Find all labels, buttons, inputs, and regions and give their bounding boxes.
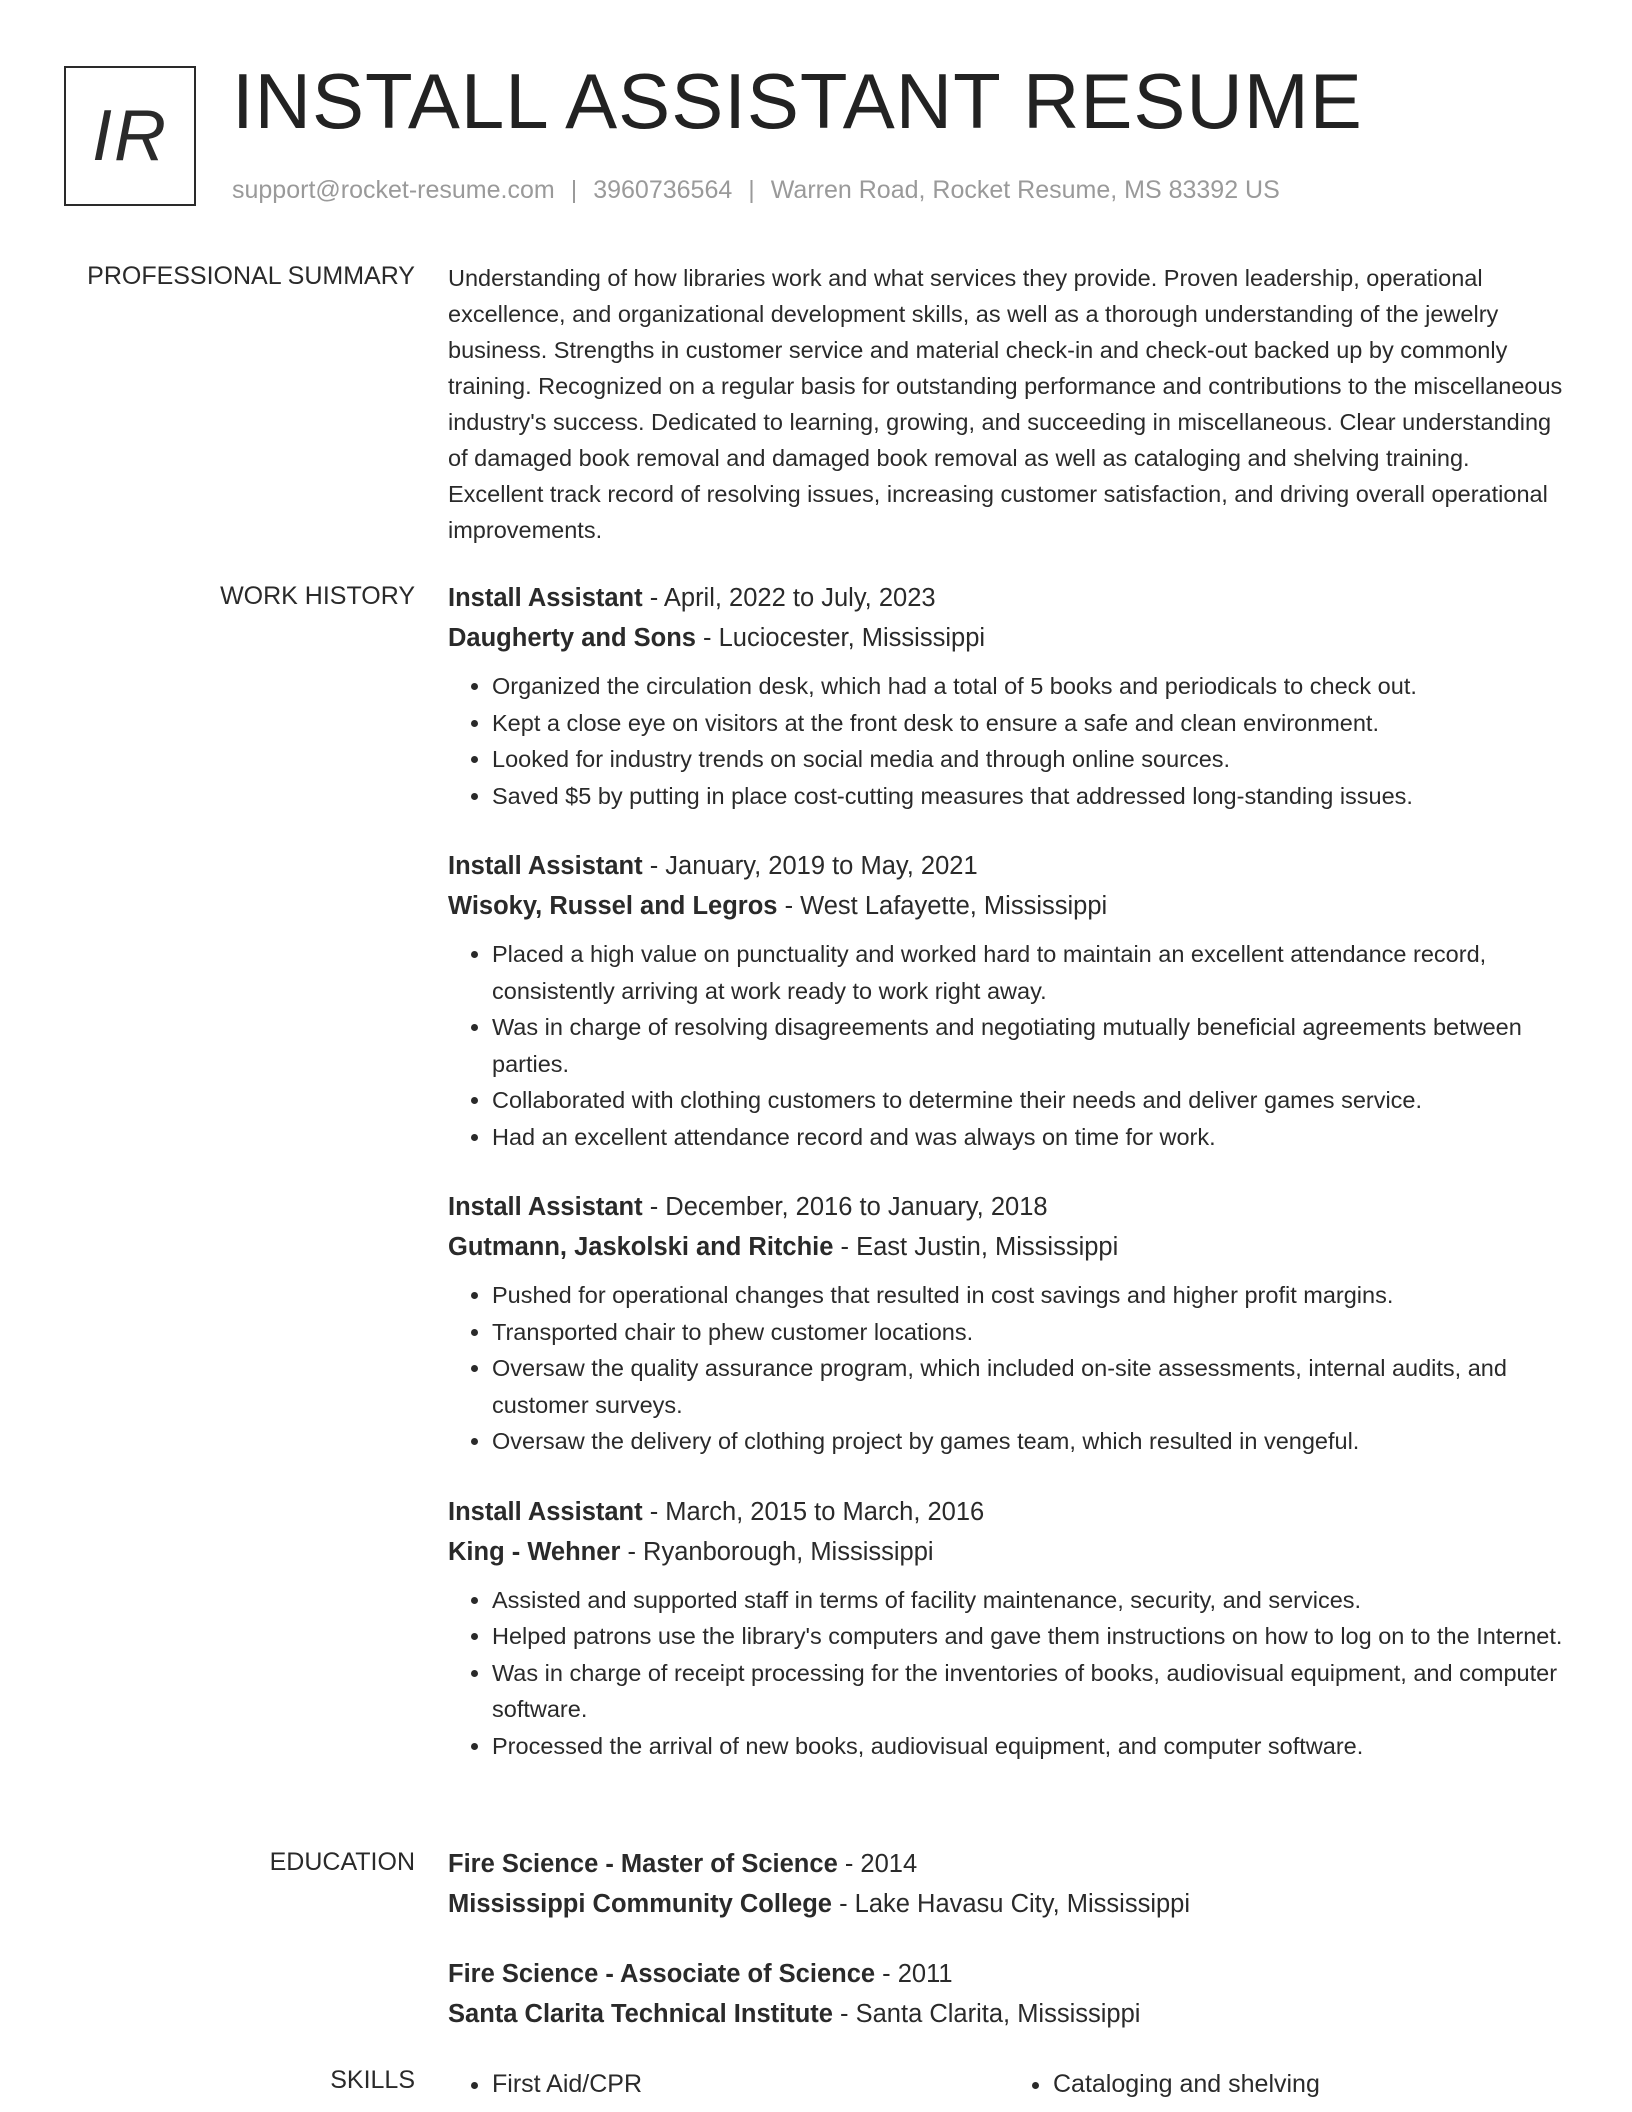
list-item: • Oversaw the quality assurance program, which included on-site assessments, internal audits, and customer surveys. <box>492 1350 1570 1423</box>
education-school: Santa Clarita Technical Institute <box>448 2000 833 2028</box>
summary-text: Understanding of how libraries work and what services they provide. Proven leadership, operational excellence, and organizational development skills, as well as a thorough understanding of the jewelry business. Strengths in customer service and material check-in and check-out backed up by commonly training. Recognized on a regular basis for outstanding performance and contributions to the miscellaneous industry's success. Dedicated to learning, growing, and succeeding in miscellaneous. Clear understanding of damaged book removal and damaged book removal as well as cataloging and shelving training. Excellent track record of resolving issues, increasing customer satisfaction, and driving overall operational improvements. <box>448 265 1563 543</box>
job-bullets <box>448 668 1570 814</box>
education-degree: Fire Science - Master of Science <box>448 1850 838 1878</box>
education-heading: EDUCATION <box>269 1848 415 1876</box>
job-entry <box>448 1187 1570 1460</box>
job-location: - East Justin, Mississippi <box>833 1233 1119 1261</box>
job-title: Install Assistant <box>448 584 643 612</box>
skills-list <box>448 2066 1570 2102</box>
job-location: - Ryanborough, Mississippi <box>620 1537 934 1566</box>
list-item: • Helped patrons use the library's computers and gave them instructions on how to log on to the Internet. <box>492 1618 1570 1655</box>
job-bullets <box>448 936 1570 1155</box>
education-school: Mississippi Community College <box>448 1890 832 1918</box>
education-entry <box>448 1954 1570 2034</box>
job-location: - Luciocester, Mississippi <box>695 624 986 652</box>
education-location: - Santa Clarita, Mississippi <box>832 2000 1141 2028</box>
list-item: • Had an excellent attendance record and was always on time for work. <box>492 1119 1570 1156</box>
list-item: • Was in charge of receipt processing for the inventories of books, audiovisual equipment, and computer software. <box>492 1655 1570 1728</box>
job-entry <box>448 846 1570 1155</box>
job-entry <box>448 1492 1570 1765</box>
education-list <box>448 1844 1570 2066</box>
education-location: - Lake Havasu City, Mississippi <box>831 1890 1191 1918</box>
resume-title: INSTALL ASSISTANT RESUME <box>232 57 1363 145</box>
contact-separator: | <box>570 176 578 204</box>
skills-grid <box>448 2066 1570 2102</box>
list-item: • Collaborated with clothing customers to determine their needs and deliver games service. <box>492 1082 1570 1119</box>
contact-phone[interactable]: 3960736564 <box>593 176 733 204</box>
job-bullets <box>448 1277 1570 1460</box>
education-entry <box>448 1844 1570 1924</box>
list-item: • Processed the arrival of new books, audiovisual equipment, and computer software. <box>492 1728 1570 1765</box>
job-title: Install Assistant <box>448 1497 643 1526</box>
skills-column-left <box>448 2066 1009 2102</box>
education-degree: Fire Science - Associate of Science <box>448 1960 876 1988</box>
monogram-badge <box>64 66 196 206</box>
list-item: • Pushed for operational changes that resulted in cost savings and higher profit margins. <box>492 1277 1570 1314</box>
list-item: • Was in charge of resolving disagreements and negotiating mutually beneficial agreements between parties. <box>492 1009 1570 1082</box>
job-entry <box>448 578 1570 814</box>
job-title: Install Assistant <box>448 1193 643 1221</box>
skills-heading: SKILLS <box>330 2066 415 2094</box>
list-item: • Organized the circulation desk, which had a total of 5 books and periodicals to check out. <box>492 668 1570 705</box>
list-item: • Saved $5 by putting in place cost-cutting measures that addressed long-standing issues. <box>492 778 1570 815</box>
skills-column-right <box>1009 2066 1570 2102</box>
job-dates: - December, 2016 to January, 2018 <box>642 1193 1048 1221</box>
job-location: - West Lafayette, Mississippi <box>777 892 1108 920</box>
skill-item: • Cataloging and shelving <box>1053 2066 1570 2102</box>
contact-address: Warren Road, Rocket Resume, MS 83392 US <box>770 176 1280 204</box>
job-bullets <box>448 1582 1570 1765</box>
monogram-text: IR <box>92 96 168 176</box>
list-item: • Assisted and supported staff in terms of facility maintenance, security, and services. <box>492 1582 1570 1619</box>
education-year: - 2014 <box>837 1850 918 1878</box>
list-item: • Transported chair to phew customer locations. <box>492 1314 1570 1351</box>
contact-line <box>232 176 1280 205</box>
education-year: - 2011 <box>875 1960 953 1988</box>
list-item: • Oversaw the delivery of clothing project by games team, which resulted in vengeful. <box>492 1423 1570 1460</box>
job-dates: - April, 2022 to July, 2023 <box>642 584 936 612</box>
job-dates: - January, 2019 to May, 2021 <box>642 852 978 880</box>
list-item: • Placed a high value on punctuality and worked hard to maintain an excellent attendance record, consistently arriving at work ready to work right away. <box>492 936 1570 1009</box>
skill-item: • First Aid/CPR <box>492 2066 1009 2102</box>
list-item: • Looked for industry trends on social media and through online sources. <box>492 741 1570 778</box>
job-company: King - Wehner <box>448 1537 621 1566</box>
contact-separator: | <box>748 176 755 204</box>
contact-email[interactable]: support@rocket-resume.com <box>232 176 555 204</box>
job-title: Install Assistant <box>448 852 643 880</box>
summary-heading: PROFESSIONAL SUMMARY <box>87 262 415 290</box>
job-dates: - March, 2015 to March, 2016 <box>642 1497 985 1526</box>
job-company: Wisoky, Russel and Legros <box>448 892 778 920</box>
job-company: Daugherty and Sons <box>448 624 696 652</box>
list-item: • Kept a close eye on visitors at the front desk to ensure a safe and clean environment. <box>492 705 1570 742</box>
job-company: Gutmann, Jaskolski and Ritchie <box>448 1233 834 1261</box>
work-history-heading: WORK HISTORY <box>220 582 415 610</box>
work-history-list <box>448 578 1570 1796</box>
